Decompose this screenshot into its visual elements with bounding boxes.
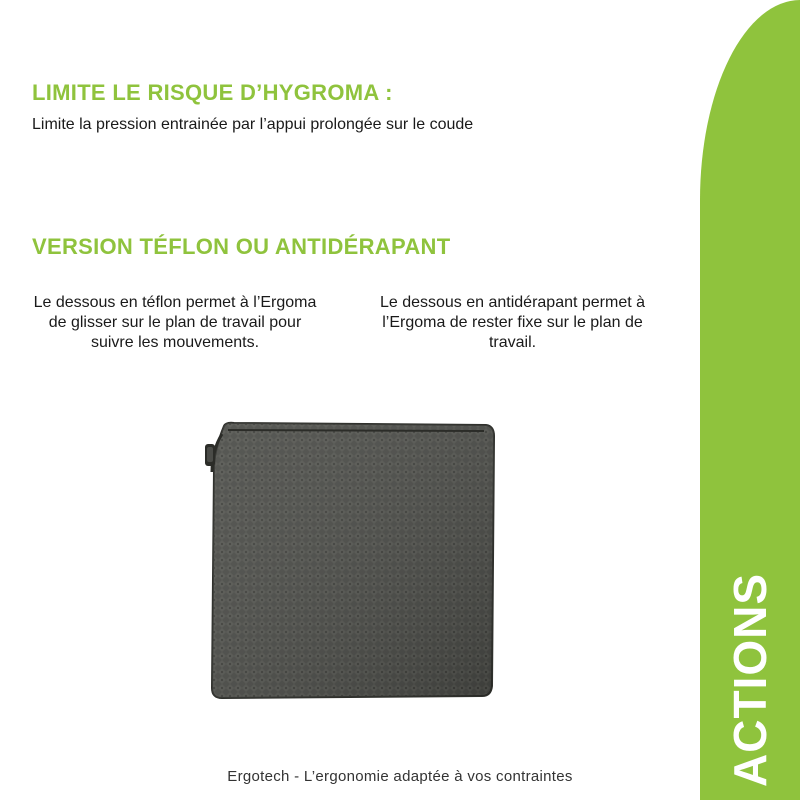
teflon-text: Le dessous en téflon permet à l’Ergoma de glisser sur le plan de travail pour suivre les mouvements. bbox=[33, 294, 317, 351]
version-heading: VERSION TÉFLON OU ANTIDÉRAPANT bbox=[32, 234, 451, 259]
footer-tagline: Ergotech - L’ergonomie adaptée à vos contraintes bbox=[227, 768, 573, 785]
ergoma-cushion-image bbox=[202, 420, 498, 700]
hygroma-text: Limite la pression entrainée par l’appui prolongée sur le coude bbox=[32, 116, 474, 133]
side-band-label: ACTIONS bbox=[724, 573, 776, 787]
antislip-text: Le dessous en antidérapant permet à l’Ergoma de rester fixe sur le plan de travail. bbox=[379, 294, 646, 351]
hygroma-heading: LIMITE LE RISQUE D’HYGROMA : bbox=[32, 80, 393, 105]
